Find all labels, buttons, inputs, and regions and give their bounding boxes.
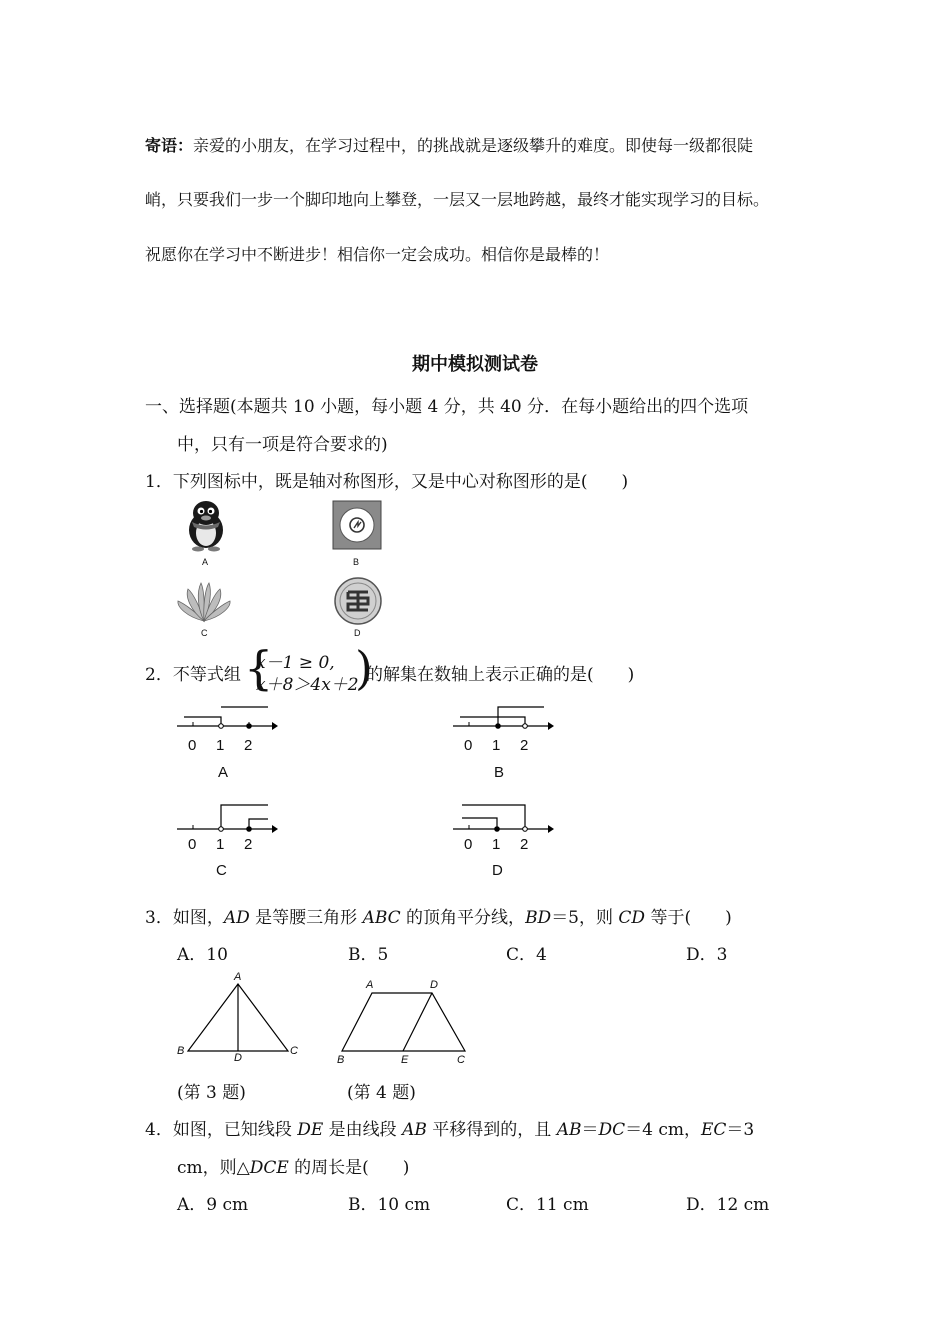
nl-b-tick-0: 0 bbox=[464, 737, 473, 754]
nl-b-tick-1: 1 bbox=[492, 737, 501, 754]
fan-petals-icon bbox=[175, 577, 233, 623]
q1-label-c: C bbox=[201, 628, 208, 638]
question-2-suffix: 的解集在数轴上表示正确的是( ) bbox=[366, 665, 635, 685]
trap-label-e: E bbox=[401, 1054, 409, 1066]
q3-option-c: C．4 bbox=[506, 945, 547, 965]
trapezoid-figure bbox=[330, 978, 475, 1058]
question-4-line-1: 4．如图，已知线段 DE 是由线段 AB 平移得到的，且 AB＝DC＝4 cm，EC＝3 bbox=[145, 1120, 755, 1140]
tri-label-d: D bbox=[234, 1052, 242, 1064]
nl-b-tick-2: 2 bbox=[520, 737, 529, 754]
intro-label: 寄语： bbox=[145, 136, 194, 155]
nl-c-tick-2: 2 bbox=[244, 836, 253, 853]
intro-line-3: 祝愿你在学习中不断进步！相信你一定会成功。相信你是最棒的！ bbox=[145, 245, 610, 264]
page-title: 期中模拟测试卷 bbox=[412, 354, 538, 375]
inequality-2: x＋8＞4x＋2 bbox=[256, 675, 359, 695]
intro-line-1: 寄语：亲爱的小朋友，在学习过程中，的挑战就是逐级攀升的难度。即使每一级都很陡 bbox=[145, 136, 754, 155]
penguin-icon bbox=[178, 497, 234, 553]
q2-option-c: C bbox=[216, 862, 227, 879]
question-2-prefix: 2．不等式组 bbox=[145, 665, 241, 685]
figure-4-caption: (第 4 题) bbox=[347, 1083, 416, 1103]
section-header-line-1: 一、选择题(本题共 10 小题，每小题 4 分，共 40 分．在每小题给出的四个选项 bbox=[145, 397, 749, 417]
q2-option-d: D bbox=[492, 862, 503, 879]
square-circle-icon bbox=[332, 500, 382, 550]
inequality-1: x－1 ≥ 0, bbox=[256, 653, 335, 673]
question-1-text: 1．下列图标中，既是轴对称图形，又是中心对称图形的是( ) bbox=[145, 472, 629, 492]
bank-logo-icon bbox=[333, 576, 383, 626]
nl-a-tick-0: 0 bbox=[188, 737, 197, 754]
q2-option-a: A bbox=[218, 764, 229, 781]
q3-option-b: B．5 bbox=[348, 945, 389, 965]
nl-d-tick-0: 0 bbox=[464, 836, 473, 853]
q4-option-a: A．9 cm bbox=[177, 1195, 249, 1215]
number-line-b bbox=[448, 700, 558, 740]
triangle-figure bbox=[172, 970, 307, 1065]
number-line-c bbox=[172, 801, 282, 841]
system-brace: { bbox=[244, 641, 274, 695]
nl-d-tick-1: 1 bbox=[492, 836, 501, 853]
nl-c-tick-0: 0 bbox=[188, 836, 197, 853]
question-3-text: 3．如图，AD 是等腰三角形 ABC 的顶角平分线，BD＝5，则 CD 等于( ) bbox=[145, 908, 732, 928]
number-line-d bbox=[448, 801, 558, 841]
trap-label-a: A bbox=[366, 979, 374, 991]
q3-option-a: A．10 bbox=[177, 945, 228, 965]
nl-d-tick-2: 2 bbox=[520, 836, 529, 853]
q1-label-d: D bbox=[354, 628, 361, 638]
trap-label-d: D bbox=[430, 979, 438, 991]
question-4-line-2: cm，则△DCE 的周长是( ) bbox=[177, 1158, 410, 1178]
q1-label-a: A bbox=[202, 557, 209, 567]
q1-label-b: B bbox=[353, 557, 360, 567]
q4-option-b: B．10 cm bbox=[348, 1195, 431, 1215]
section-header-line-2: 中，只有一项是符合要求的) bbox=[177, 435, 388, 455]
number-line-a bbox=[172, 700, 282, 740]
q4-option-d: D．12 cm bbox=[686, 1195, 770, 1215]
trap-label-c: C bbox=[457, 1054, 465, 1066]
nl-a-tick-1: 1 bbox=[216, 737, 225, 754]
nl-a-tick-2: 2 bbox=[244, 737, 253, 754]
tri-label-b: B bbox=[177, 1045, 185, 1057]
trap-label-b: B bbox=[337, 1054, 345, 1066]
tri-label-c: C bbox=[290, 1045, 298, 1057]
q2-option-b: B bbox=[494, 764, 505, 781]
intro-line-2: 峭，只要我们一步一个脚印地向上攀登，一层又一层地跨越，最终才能实现学习的目标。 bbox=[145, 190, 770, 209]
nl-c-tick-1: 1 bbox=[216, 836, 225, 853]
figure-3-caption: (第 3 题) bbox=[177, 1083, 246, 1103]
tri-label-a: A bbox=[234, 971, 242, 983]
system-brace-right: ) bbox=[355, 641, 373, 695]
q4-option-c: C．11 cm bbox=[506, 1195, 589, 1215]
q3-option-d: D．3 bbox=[686, 945, 728, 965]
